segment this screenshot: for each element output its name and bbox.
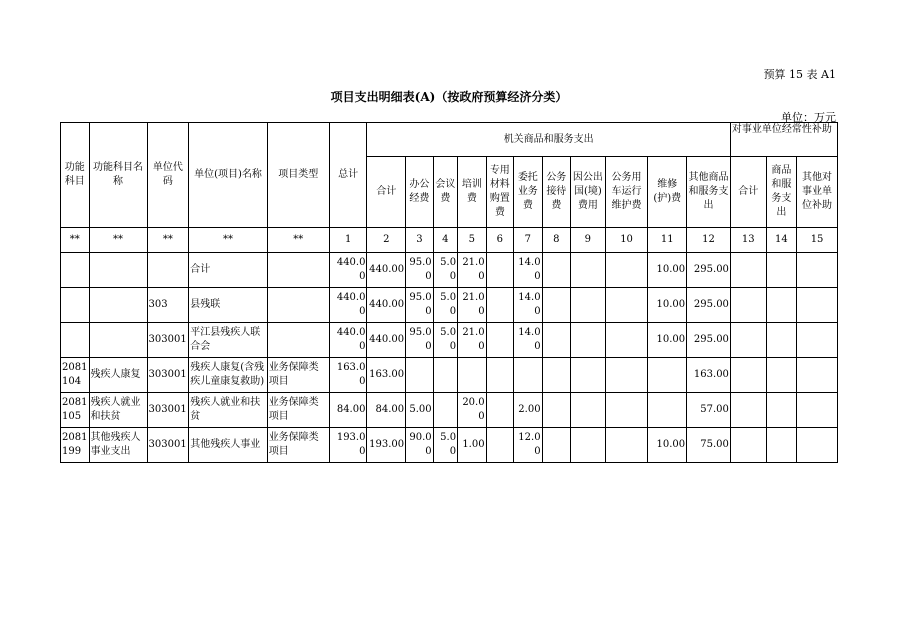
header-goods-services-group: 机关商品和服务支出: [367, 123, 730, 157]
table-cell: 75.00: [687, 428, 731, 463]
table-cell: 440.00: [367, 253, 406, 288]
table-cell: [648, 358, 687, 393]
table-cell: 95.00: [406, 323, 433, 358]
table-cell: 295.00: [687, 288, 731, 323]
table-cell: 业务保障类项目: [267, 393, 329, 428]
table-cell: [571, 358, 606, 393]
table-cell: 57.00: [687, 393, 731, 428]
index-cell: 7: [514, 228, 543, 253]
table-cell: 303: [147, 288, 189, 323]
index-cell: **: [267, 228, 329, 253]
table-row: [61, 323, 838, 358]
table-cell: 193.00: [329, 428, 367, 463]
table-cell: [542, 393, 571, 428]
table-cell: 440.00: [329, 253, 367, 288]
table-cell: 5.00: [433, 288, 457, 323]
table-cell: 合计: [189, 253, 267, 288]
table-cell: [730, 358, 766, 393]
table-cell: 10.00: [648, 288, 687, 323]
table-cell: [486, 323, 513, 358]
index-cell: 9: [571, 228, 606, 253]
table-cell: 303001: [147, 358, 189, 393]
table-cell: [486, 288, 513, 323]
header-func-name: 功能科目名称: [89, 123, 147, 228]
table-cell: [730, 253, 766, 288]
table-cell: 440.00: [367, 288, 406, 323]
table-cell: [486, 253, 513, 288]
header-sub: 专用材料购置费: [486, 157, 513, 228]
index-cell: 1: [329, 228, 367, 253]
table-cell: [571, 323, 606, 358]
table-cell: [605, 288, 648, 323]
table-cell: 295.00: [687, 323, 731, 358]
table-cell: [486, 428, 513, 463]
index-cell: 5: [458, 228, 487, 253]
table-cell: 5.00: [433, 428, 457, 463]
table-cell: [797, 253, 838, 288]
table-cell: [766, 358, 797, 393]
table-cell: 残疾人就业和扶贫: [89, 393, 147, 428]
table-cell: 1.00: [458, 428, 487, 463]
table-cell: [797, 323, 838, 358]
table-cell: 21.00: [458, 253, 487, 288]
header-sub: 维修(护)费: [648, 157, 687, 228]
header-sub: 其他对事业单位补助: [797, 157, 838, 228]
index-cell: 11: [648, 228, 687, 253]
table-cell: 平江县残疾人联合会: [189, 323, 267, 358]
table-cell: 2.00: [514, 393, 543, 428]
index-cell: 13: [730, 228, 766, 253]
table-cell: 163.00: [687, 358, 731, 393]
index-cell: **: [89, 228, 147, 253]
table-cell: 163.00: [367, 358, 406, 393]
table-cell: [61, 253, 90, 288]
table-cell: [571, 288, 606, 323]
table-cell: 303001: [147, 393, 189, 428]
table-cell: 95.00: [406, 288, 433, 323]
header-unit-name: 单位(项目)名称: [189, 123, 267, 228]
index-cell: 15: [797, 228, 838, 253]
header-sub: 公务接待费: [542, 157, 571, 228]
table-row: [61, 288, 838, 323]
table-row: [61, 428, 838, 463]
table-cell: 5.00: [433, 253, 457, 288]
table-row: [61, 253, 838, 288]
header-index-row: [61, 228, 838, 253]
header-sub: 会议费: [433, 157, 457, 228]
table-cell: 163.00: [329, 358, 367, 393]
index-cell: 12: [687, 228, 731, 253]
table-cell: 90.00: [406, 428, 433, 463]
table-cell: [267, 253, 329, 288]
table-cell: [766, 428, 797, 463]
header-project-type: 项目类型: [267, 123, 329, 228]
table-cell: [61, 288, 90, 323]
table-cell: [89, 253, 147, 288]
table-cell: 440.00: [367, 323, 406, 358]
table-cell: 84.00: [329, 393, 367, 428]
table-cell: [486, 358, 513, 393]
table-cell: 2081199: [61, 428, 90, 463]
table-cell: 14.00: [514, 323, 543, 358]
header-func-code: 功能科目: [61, 123, 90, 228]
index-cell: 3: [406, 228, 433, 253]
table-cell: [797, 358, 838, 393]
table-cell: [542, 358, 571, 393]
table-cell: [433, 358, 457, 393]
table-cell: 残疾人康复(含残疾儿童康复救助): [189, 358, 267, 393]
table-cell: 95.00: [406, 253, 433, 288]
index-cell: **: [147, 228, 189, 253]
index-cell: 10: [605, 228, 648, 253]
table-cell: 其他残疾人事业支出: [89, 428, 147, 463]
table-cell: [406, 358, 433, 393]
header-unit-code: 单位代码: [147, 123, 189, 228]
table-cell: [605, 323, 648, 358]
index-cell: **: [189, 228, 267, 253]
table-cell: [730, 323, 766, 358]
table-cell: [542, 428, 571, 463]
table-cell: 10.00: [648, 253, 687, 288]
table-cell: [605, 253, 648, 288]
table-cell: [486, 393, 513, 428]
table-cell: [730, 428, 766, 463]
index-cell: 2: [367, 228, 406, 253]
table-cell: [766, 288, 797, 323]
header-sub: 委托业务费: [514, 157, 543, 228]
table-cell: [147, 253, 189, 288]
table-cell: 21.00: [458, 288, 487, 323]
header-sub: 商品和服务支出: [766, 157, 797, 228]
header-row-1: [61, 123, 838, 157]
table-row: [61, 358, 838, 393]
form-code: 预算 15 表 A1: [763, 68, 836, 81]
table-cell: 其他残疾人事业: [189, 428, 267, 463]
table-cell: 2081105: [61, 393, 90, 428]
table-cell: [766, 323, 797, 358]
table-cell: 残疾人康复: [89, 358, 147, 393]
header-sub: 因公出国(境)费用: [571, 157, 606, 228]
table-cell: [797, 428, 838, 463]
table-title: 项目支出明细表(A)（按政府预算经济分类）: [330, 90, 568, 104]
table-cell: [730, 288, 766, 323]
table-cell: [605, 428, 648, 463]
table-cell: 295.00: [687, 253, 731, 288]
table-cell: 21.00: [458, 323, 487, 358]
table-cell: [542, 253, 571, 288]
table-cell: [458, 358, 487, 393]
header-sub: 培训费: [458, 157, 487, 228]
index-cell: 6: [486, 228, 513, 253]
table-cell: [267, 288, 329, 323]
table-cell: 业务保障类项目: [267, 428, 329, 463]
table-row: [61, 393, 838, 428]
table-cell: 440.00: [329, 323, 367, 358]
table-cell: 10.00: [648, 428, 687, 463]
budget-table: [60, 122, 838, 463]
table-cell: [766, 393, 797, 428]
table-cell: 10.00: [648, 323, 687, 358]
table-cell: [89, 288, 147, 323]
header-sub: 合计: [367, 157, 406, 228]
table-cell: 5.00: [406, 393, 433, 428]
table-cell: [571, 393, 606, 428]
header-subsidy-group: 对事业单位经常性补助: [730, 123, 837, 157]
table-cell: 残疾人就业和扶贫: [189, 393, 267, 428]
header-total: 总计: [329, 123, 367, 228]
table-cell: [605, 358, 648, 393]
table-cell: 12.00: [514, 428, 543, 463]
index-cell: 8: [542, 228, 571, 253]
table-cell: 14.00: [514, 253, 543, 288]
table-cell: [730, 393, 766, 428]
table-cell: [514, 358, 543, 393]
table-cell: 业务保障类项目: [267, 358, 329, 393]
header-sub: 其他商品和服务支出: [687, 157, 731, 228]
header-sub: 办公经费: [406, 157, 433, 228]
unit-label: 单位：万元: [781, 111, 836, 124]
table-cell: [797, 393, 838, 428]
table-cell: 303001: [147, 323, 189, 358]
index-cell: **: [61, 228, 90, 253]
table-cell: [61, 323, 90, 358]
table-cell: [433, 393, 457, 428]
table-cell: [571, 428, 606, 463]
table-cell: 14.00: [514, 288, 543, 323]
table-cell: [648, 393, 687, 428]
table-cell: 5.00: [433, 323, 457, 358]
header-sub: 公务用车运行维护费: [605, 157, 648, 228]
table-cell: [89, 323, 147, 358]
table-cell: 193.00: [367, 428, 406, 463]
table-cell: [542, 288, 571, 323]
table-cell: 县残联: [189, 288, 267, 323]
table-cell: [797, 288, 838, 323]
table-cell: 84.00: [367, 393, 406, 428]
table-cell: 303001: [147, 428, 189, 463]
table-cell: [766, 253, 797, 288]
table-cell: [571, 253, 606, 288]
table-cell: [605, 393, 648, 428]
index-cell: 4: [433, 228, 457, 253]
header-sub: 合计: [730, 157, 766, 228]
table-cell: 20.00: [458, 393, 487, 428]
table-cell: 2081104: [61, 358, 90, 393]
table-cell: [542, 323, 571, 358]
table-cell: 440.00: [329, 288, 367, 323]
table-cell: [267, 323, 329, 358]
index-cell: 14: [766, 228, 797, 253]
